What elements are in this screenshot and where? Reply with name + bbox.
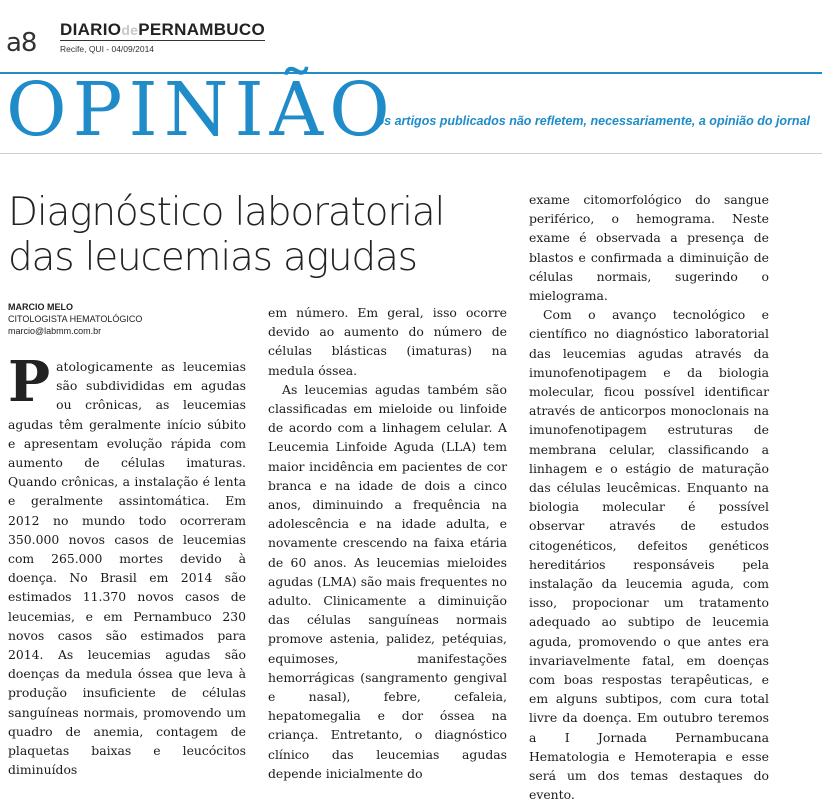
article-headline: Diagnóstico laboratorial das leucemias agudas xyxy=(8,190,445,280)
newspaper-masthead xyxy=(60,20,265,40)
article-column-2 xyxy=(268,303,507,783)
section-title: OPINIÃO xyxy=(6,67,396,153)
article-column-3 xyxy=(529,190,769,805)
author-role: CITOLOGISTA HEMATOLÓGICO xyxy=(8,314,143,324)
col2-paragraph-1: em número. Em geral, isso ocorre devido ao aumento do número de células blásticas (imaturas) na medula óssea. xyxy=(268,305,507,378)
col3-paragraph-2: Com o avanço tecnológico e científico no diagnóstico laboratorial das leucemias agudas através da imunofenotipagem e da biologia molecular, ficou possível identificar através de anticorpos monoclonais na imunofenotipagem estruturas de membrana celular, classificando a linhagem e o estágio de maturação das células leucêmicas. Enquanto na biologia molecular é possível observar através de estudos citogenéticos, defeitos genéticos hereditários responsáveis pela instalação da leucemia aguda, com isso, propocionar um tratamento adequado ao subtipo de leucemia aguda, promovendo o que antes era invariavelmente fatal, em doenças com boas respostas terapêuticas, e em alguns subtipos, com cura total livre da doença. Em outubro teremos a I Jornada Pernambucana Hematologia e Hemoterapia e esse será um dos temas destaques do evento. xyxy=(529,307,769,803)
drop-cap: P xyxy=(8,349,51,415)
section-bottom-rule xyxy=(0,153,822,154)
author-name: MARCIO MELO xyxy=(8,302,73,312)
masthead-part3: PERNAMBUCO xyxy=(138,20,265,39)
masthead-part2: de xyxy=(121,22,139,38)
col3-paragraph-1: exame citomorfológico do sangue periférico, o hemograma. Neste exame é observada a presença de blastos e confirmada a diminuição de células normais, sugerindo o mielograma. xyxy=(529,192,769,304)
col1-paragraph-1: atologicamente as leucemias são subdivididas em agudas ou crônicas, as leucemias agudas têm geralmente início súbito e apresentam evolução rápida com aumento de células imaturas. Quando crônicas, a instalação é lenta e geralmente assintomática. Em 2012 no mundo todo ocorreram 350.000 novos casos de leucemias com 265.000 mortes devido à doença. No Brasil em 2014 são estimados 11.370 novos casos de leucemias, e em Pernambuco 230 novos casos são estimados para 2014. As leucemias agudas são doenças da medula óssea que leva à produção insuficiente de células sanguíneas normais, promovendo um quadro de anemia, contagem de plaquetas baixas e leucócitos diminuídos xyxy=(8,359,246,778)
masthead-divider xyxy=(60,40,265,41)
page-number: a8 xyxy=(6,28,37,58)
article-column-1 xyxy=(8,349,246,779)
author-block xyxy=(8,301,142,337)
dateline: Recife, QUI - 04/09/2014 xyxy=(60,44,155,54)
author-email: marcio@labmm.com.br xyxy=(8,326,102,336)
col2-paragraph-2: As leucemias agudas também são classificadas em mieloide ou linfoide de acordo com a linhagem celular. A Leucemia Linfoide Aguda (LLA) tem maior incidência em pacientes de cor branca e na idade de dois a cinco anos, diminuindo a frequência na adolescência e na idade adulta, e novamente crescendo na faixa etária de 60 anos. As leucemias mieloides agudas (LMA) são mais frequentes no adulto. Clinicamente a diminuição das células sanguíneas normais promove astenia, palidez, petéquias, equimoses, manifestações hemorrágicas (sangramento gengival e nasal), febre, cefaleia, hepatomegalia e dor óssea na criança. Entretanto, o diagnóstico clínico das leucemias agudas depende inicialmente do xyxy=(268,381,507,781)
section-disclaimer: os artigos publicados não refletem, necessariamente, a opinião do jornal xyxy=(376,114,810,128)
masthead-part1: DIARIO xyxy=(60,20,122,39)
